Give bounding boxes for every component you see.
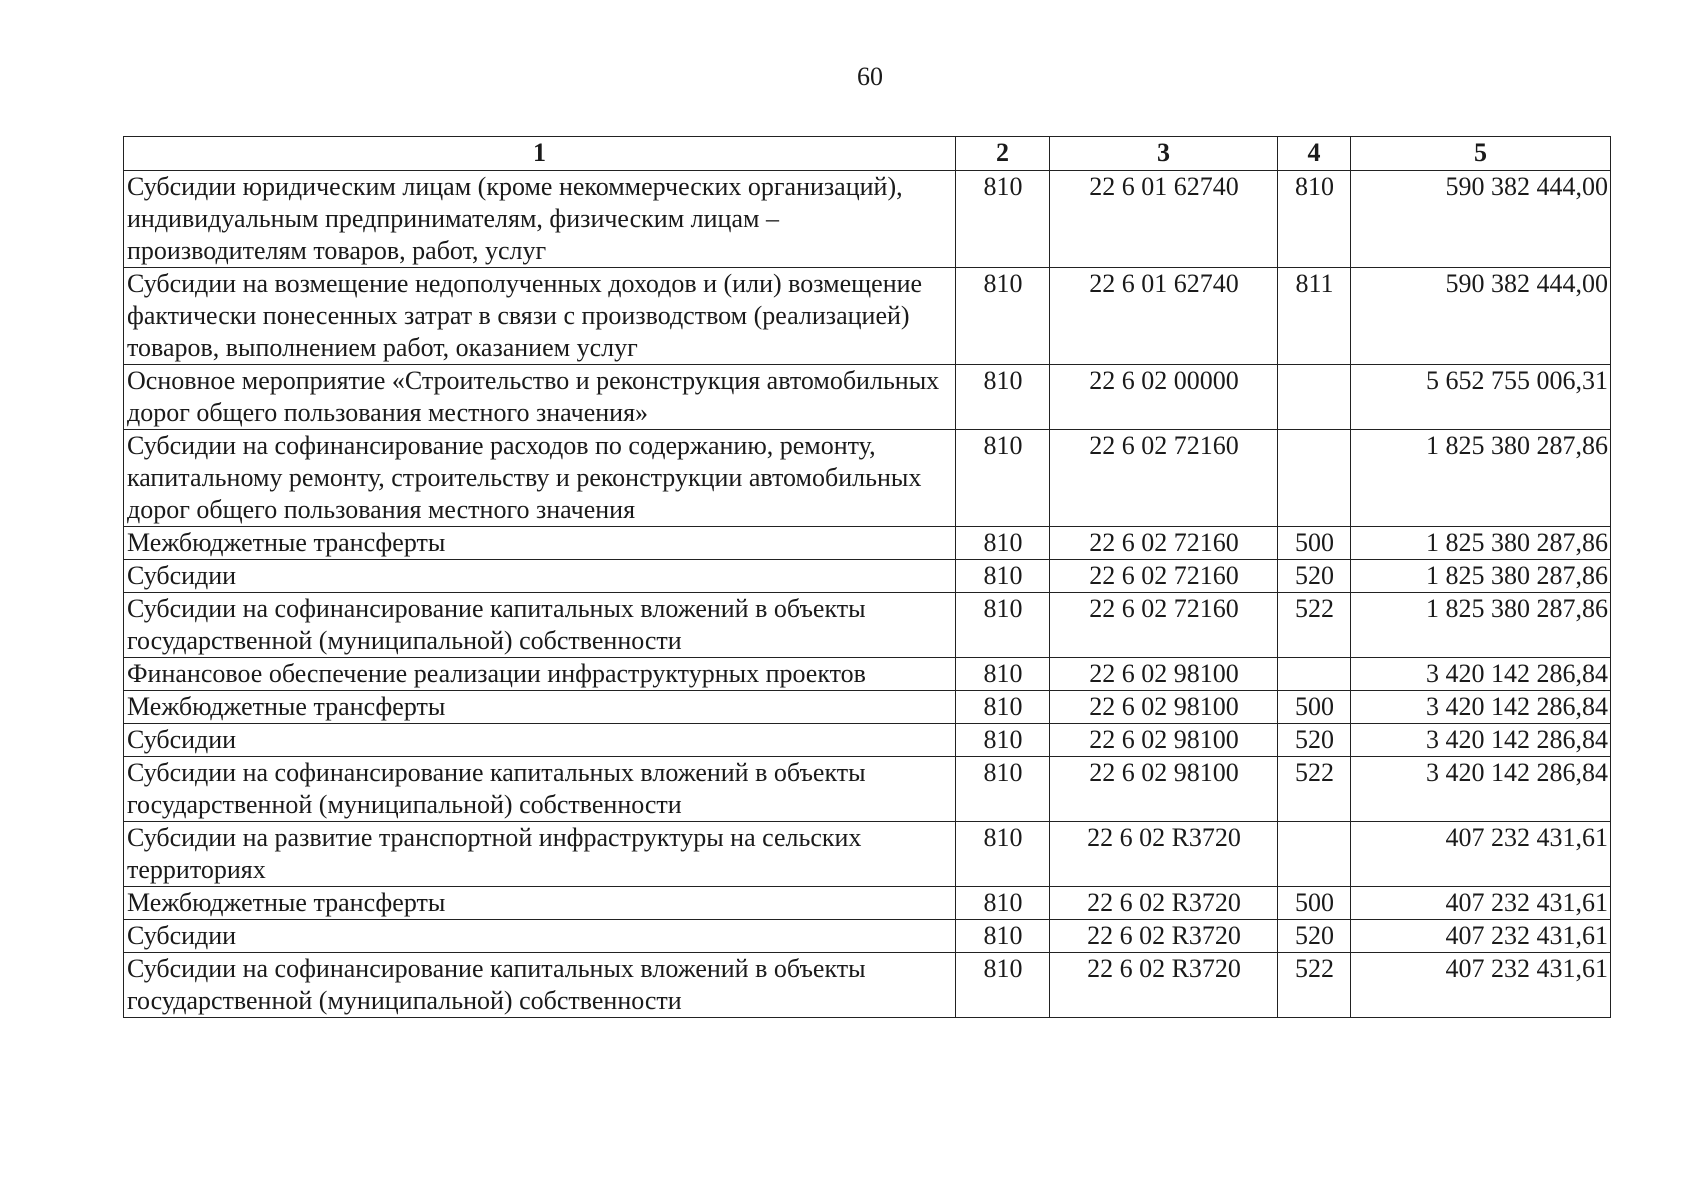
row-description: Субсидии на развитие транспортной инфраструктуры на сельских территориях [124, 822, 956, 887]
row-expense-type [1278, 430, 1351, 527]
row-amount: 3 420 142 286,84 [1351, 724, 1611, 757]
table-row [124, 527, 1611, 560]
row-ministry-code: 810 [956, 887, 1050, 920]
row-target-article: 22 6 02 R3720 [1050, 822, 1278, 887]
table-row [124, 658, 1611, 691]
row-description: Финансовое обеспечение реализации инфраструктурных проектов [124, 658, 956, 691]
row-description: Субсидии на софинансирование капитальных вложений в объекты государственной (муниципальной) собственности [124, 757, 956, 822]
row-amount: 590 382 444,00 [1351, 268, 1611, 365]
row-expense-type: 522 [1278, 757, 1351, 822]
table-row [124, 724, 1611, 757]
row-ministry-code: 810 [956, 593, 1050, 658]
row-amount: 3 420 142 286,84 [1351, 757, 1611, 822]
header-cell-2: 2 [956, 137, 1050, 171]
table-row [124, 560, 1611, 593]
row-target-article: 22 6 02 72160 [1050, 560, 1278, 593]
row-ministry-code: 810 [956, 560, 1050, 593]
header-cell-3: 3 [1050, 137, 1278, 171]
row-ministry-code: 810 [956, 822, 1050, 887]
row-description: Субсидии на софинансирование капитальных вложений в объекты государственной (муниципальной) собственности [124, 593, 956, 658]
row-amount: 590 382 444,00 [1351, 171, 1611, 268]
row-description: Субсидии [124, 920, 956, 953]
row-expense-type: 520 [1278, 724, 1351, 757]
row-target-article: 22 6 02 72160 [1050, 593, 1278, 658]
row-expense-type [1278, 365, 1351, 430]
row-expense-type: 520 [1278, 920, 1351, 953]
table-row [124, 171, 1611, 268]
table-row [124, 691, 1611, 724]
row-description: Межбюджетные трансферты [124, 887, 956, 920]
row-amount: 3 420 142 286,84 [1351, 658, 1611, 691]
row-expense-type: 811 [1278, 268, 1351, 365]
row-expense-type: 522 [1278, 953, 1351, 1018]
row-ministry-code: 810 [956, 757, 1050, 822]
row-ministry-code: 810 [956, 920, 1050, 953]
row-amount: 1 825 380 287,86 [1351, 560, 1611, 593]
row-amount: 407 232 431,61 [1351, 953, 1611, 1018]
row-ministry-code: 810 [956, 658, 1050, 691]
page-number: 60 [857, 62, 883, 91]
budget-table [123, 136, 1611, 1018]
header-cell-1: 1 [124, 137, 956, 171]
table-row [124, 822, 1611, 887]
row-amount: 1 825 380 287,86 [1351, 430, 1611, 527]
row-description: Субсидии на софинансирование расходов по содержанию, ремонту, капитальному ремонту, строительству и реконструкции автомобильных дорог общего пользования местного значения [124, 430, 956, 527]
row-amount: 1 825 380 287,86 [1351, 527, 1611, 560]
row-ministry-code: 810 [956, 953, 1050, 1018]
row-description: Межбюджетные трансферты [124, 527, 956, 560]
row-description: Субсидии юридическим лицам (кроме некоммерческих организаций), индивидуальным предпринимателям, физическим лицам – производителям товаров, работ, услуг [124, 171, 956, 268]
table-row [124, 365, 1611, 430]
table-row [124, 430, 1611, 527]
row-amount: 3 420 142 286,84 [1351, 691, 1611, 724]
row-expense-type: 500 [1278, 691, 1351, 724]
row-ministry-code: 810 [956, 365, 1050, 430]
row-amount: 407 232 431,61 [1351, 920, 1611, 953]
row-amount: 407 232 431,61 [1351, 822, 1611, 887]
header-cell-4: 4 [1278, 137, 1351, 171]
row-target-article: 22 6 02 72160 [1050, 430, 1278, 527]
table-row [124, 757, 1611, 822]
row-ministry-code: 810 [956, 527, 1050, 560]
row-target-article: 22 6 02 98100 [1050, 658, 1278, 691]
row-ministry-code: 810 [956, 171, 1050, 268]
table-header-row [124, 137, 1611, 171]
header-cell-5: 5 [1351, 137, 1611, 171]
row-description: Субсидии на софинансирование капитальных вложений в объекты государственной (муниципальной) собственности [124, 953, 956, 1018]
row-expense-type [1278, 822, 1351, 887]
table-row [124, 593, 1611, 658]
row-target-article: 22 6 02 98100 [1050, 757, 1278, 822]
table-row [124, 887, 1611, 920]
row-description: Основное мероприятие «Строительство и реконструкция автомобильных дорог общего пользования местного значения» [124, 365, 956, 430]
row-expense-type: 810 [1278, 171, 1351, 268]
table-row [124, 920, 1611, 953]
row-target-article: 22 6 02 R3720 [1050, 887, 1278, 920]
row-target-article: 22 6 02 72160 [1050, 527, 1278, 560]
row-target-article: 22 6 02 00000 [1050, 365, 1278, 430]
row-target-article: 22 6 01 62740 [1050, 171, 1278, 268]
row-target-article: 22 6 02 R3720 [1050, 920, 1278, 953]
table-row [124, 268, 1611, 365]
row-target-article: 22 6 01 62740 [1050, 268, 1278, 365]
row-target-article: 22 6 02 98100 [1050, 691, 1278, 724]
table-row [124, 953, 1611, 1018]
row-target-article: 22 6 02 98100 [1050, 724, 1278, 757]
row-amount: 5 652 755 006,31 [1351, 365, 1611, 430]
row-ministry-code: 810 [956, 268, 1050, 365]
row-expense-type [1278, 658, 1351, 691]
row-description: Субсидии [124, 724, 956, 757]
row-description: Субсидии на возмещение недополученных доходов и (или) возмещение фактически понесенных затрат в связи с производством (реализацией) товаров, выполнением работ, оказанием услуг [124, 268, 956, 365]
row-expense-type: 500 [1278, 887, 1351, 920]
row-ministry-code: 810 [956, 430, 1050, 527]
row-amount: 407 232 431,61 [1351, 887, 1611, 920]
row-expense-type: 522 [1278, 593, 1351, 658]
row-target-article: 22 6 02 R3720 [1050, 953, 1278, 1018]
row-description: Межбюджетные трансферты [124, 691, 956, 724]
row-description: Субсидии [124, 560, 956, 593]
row-amount: 1 825 380 287,86 [1351, 593, 1611, 658]
row-ministry-code: 810 [956, 691, 1050, 724]
row-ministry-code: 810 [956, 724, 1050, 757]
row-expense-type: 500 [1278, 527, 1351, 560]
row-expense-type: 520 [1278, 560, 1351, 593]
